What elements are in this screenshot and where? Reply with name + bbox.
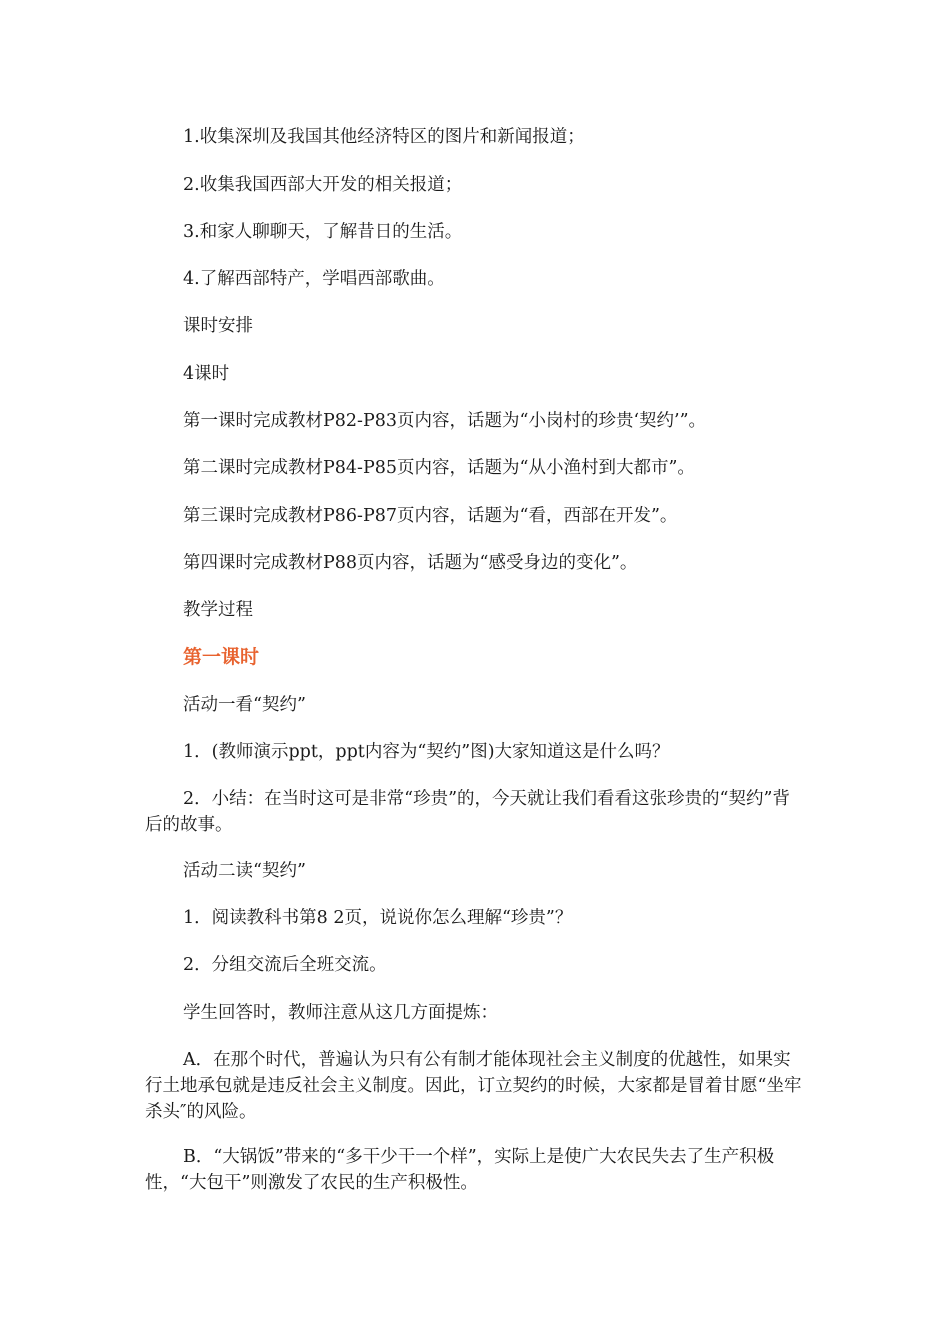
lesson-title: 第一课时	[183, 646, 260, 668]
schedule-lesson-3: 第三课时完成教材P86-P87页内容，话题为“看，西部在开发”。	[183, 506, 678, 526]
activity-2-item-1: 1．阅读教科书第8 2页，说说你怎么理解“珍贵”？	[183, 908, 573, 928]
activity-2-summary-intro: 学生回答时，教师注意从这几方面提炼：	[183, 1003, 498, 1023]
point-a: A．在那个时代，普遍认为只有公有制才能体现社会主义制度的优越性，如果实行土地承包就是违反社会主义制度。因此，订立契约的时候，大家都是冒着甘愿“坐牢杀头″的风险。	[145, 1050, 802, 1122]
schedule-lesson-1: 第一课时完成教材P82-P83页内容，话题为“小岗村的珍贵‘契约’”。	[183, 411, 707, 431]
material-item-1: 1.收集深圳及我国其他经济特区的图片和新闻报道；	[183, 127, 585, 147]
material-item-3: 3.和家人聊聊天，了解昔日的生活。	[183, 222, 463, 242]
schedule-heading: 课时安排	[183, 316, 253, 336]
schedule-lesson-4: 第四课时完成教材P88页内容，话题为“感受身边的变化”。	[183, 553, 638, 573]
activity-1-item-2: 2．小结：在当时这可是非常“珍贵”的，今天就让我们看看这张珍贵的“契约”背后的故事。	[145, 789, 790, 835]
schedule-lesson-2: 第二课时完成教材P84-P85页内容，话题为“从小渔村到大都市”。	[183, 458, 695, 478]
point-b: B．“大锅饭”带来的“多干少干一个样”，实际上是使广大农民失去了生产积极性，“大包干”则激发了农民的生产积极性。	[145, 1147, 775, 1193]
activity-2-title: 活动二读“契约”	[183, 861, 306, 881]
activity-1-item-1: 1．(教师演示ppt，ppt内容为“契约”图)大家知道这是什么吗？	[183, 742, 670, 762]
material-item-2: 2.收集我国西部大开发的相关报道；	[183, 175, 463, 195]
process-heading: 教学过程	[183, 600, 253, 620]
schedule-count: 4课时	[183, 364, 230, 384]
activity-1-title: 活动一看“契约”	[183, 695, 306, 715]
activity-2-item-2: 2．分组交流后全班交流。	[183, 955, 387, 975]
material-item-4: 4.了解西部特产，学唱西部歌曲。	[183, 269, 445, 289]
